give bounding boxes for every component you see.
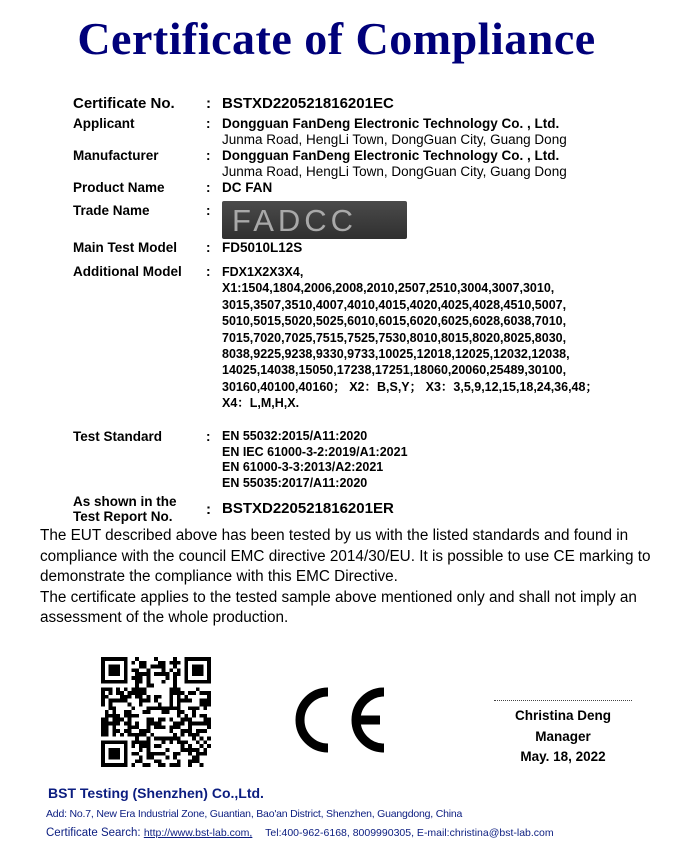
colon: :: [206, 203, 211, 218]
model-line: 14025,14038,15050,17238,17251,18060,20060,25489,30100,: [222, 363, 567, 378]
standard-item: EN 55035:2017/A11:2020: [222, 475, 368, 490]
issuer-address: Add: No.7, New Era Industrial Zone, Guantian, Bao'an District, Shenzhen, Guangdong, China: [46, 808, 463, 820]
test-standard-label: Test Standard: [73, 429, 163, 444]
statement-paragraph-1: The EUT described above has been tested by us with the listed standards and found in compliance with the council EMC directive 2014/30/EU. It is possible to use CE marking to demonstrate the compliance with this EMC Directive.: [40, 527, 651, 586]
standard-item: EN 55032:2015/A11:2020: [222, 429, 368, 443]
applicant-label: Applicant: [73, 116, 135, 131]
applicant-name: Dongguan FanDeng Electronic Technology Co. , Ltd.: [222, 116, 560, 131]
qr-code-icon[interactable]: [101, 657, 211, 767]
colon: :: [206, 240, 211, 255]
certificate-no-label: Certificate No.: [73, 95, 175, 112]
additional-model-list: [222, 264, 598, 412]
model-line: X4：L,M,H,X.: [222, 396, 300, 411]
standard-item: EN 61000-3-3:2013/A2:2021: [222, 460, 384, 475]
colon: :: [206, 116, 211, 131]
model-line: X1:1504,1804,2006,2008,2010,2507,2510,3004,3007,3010,: [222, 281, 555, 296]
applicant-address: Junma Road, HengLi Town, DongGuan City, Guang Dong: [222, 132, 567, 147]
colon: :: [206, 95, 211, 112]
issuer-company: BST Testing (Shenzhen) Co.,Ltd.: [48, 785, 264, 801]
certificate-search: [46, 827, 554, 839]
signature-block: [488, 700, 638, 768]
standard-item: EN IEC 61000-3-2:2019/A1:2021: [222, 444, 408, 459]
test-report-label-line2: Test Report No.: [73, 509, 173, 524]
compliance-statement: [40, 526, 660, 629]
test-standard-list: [222, 429, 408, 491]
website-link[interactable]: http://www.bst-lab.com,: [143, 827, 253, 839]
colon: :: [206, 148, 211, 163]
manufacturer-name: Dongguan FanDeng Electronic Technology Co. , Ltd.: [222, 148, 560, 163]
test-report-value: BSTXD220521816201ER: [222, 500, 394, 517]
statement-paragraph-2: The certificate applies to the tested sample above mentioned only and shall not imply an assessment of the whole production.: [40, 588, 637, 627]
colon: :: [206, 429, 211, 444]
manufacturer-address: Junma Road, HengLi Town, DongGuan City, Guang Dong: [222, 164, 567, 179]
signature-date: May. 18, 2022: [520, 749, 606, 764]
page-title: Certificate of Compliance: [77, 13, 596, 64]
test-report-label: [73, 494, 177, 524]
model-line: 3015,3507,3510,4007,4010,4015,4020,4025,4028,4510,5007,: [222, 297, 567, 312]
main-test-model-value: FD5010L12S: [222, 240, 303, 255]
search-label: Certificate Search:: [46, 827, 141, 839]
trade-name-logo: [222, 201, 407, 239]
ce-mark-icon: [284, 684, 394, 756]
colon: :: [206, 264, 211, 279]
colon: :: [206, 180, 211, 195]
model-line: 30160,40100,40160； X2：B,S,Y； X3：3,5,9,12,15,18,24,36,48；: [222, 379, 598, 394]
additional-model-label: Additional Model: [73, 264, 182, 279]
test-report-label-line1: As shown in the: [73, 494, 177, 509]
signer-title: Manager: [535, 728, 591, 744]
contact-info: Tel:400-962-6168, 8009990305, E-mail:christina@bst-lab.com: [265, 827, 554, 839]
trade-name-label: Trade Name: [73, 203, 150, 218]
signature-line: [494, 700, 632, 701]
signer-name: Christina Deng: [514, 708, 611, 723]
manufacturer-label: Manufacturer: [73, 148, 159, 163]
product-name-value: DC FAN: [222, 180, 273, 195]
main-test-model-label: Main Test Model: [73, 240, 178, 255]
product-name-label: Product Name: [73, 180, 165, 195]
colon: :: [206, 501, 211, 518]
certificate-no-value: BSTXD220521816201EC: [222, 95, 394, 112]
model-line: 5010,5015,5020,5025,6010,6015,6020,6025,6028,6038,7010,: [222, 314, 567, 329]
model-line: 7015,7020,7025,7515,7525,7530,8010,8015,8020,8025,8030,: [222, 330, 567, 345]
model-line: 8038,9225,9238,9330,9733,10025,12018,12025,12032,12038,: [222, 347, 570, 362]
trade-name-logo-text: FADCC: [232, 203, 358, 238]
model-line: FDX1X2X3X4,: [222, 265, 304, 279]
